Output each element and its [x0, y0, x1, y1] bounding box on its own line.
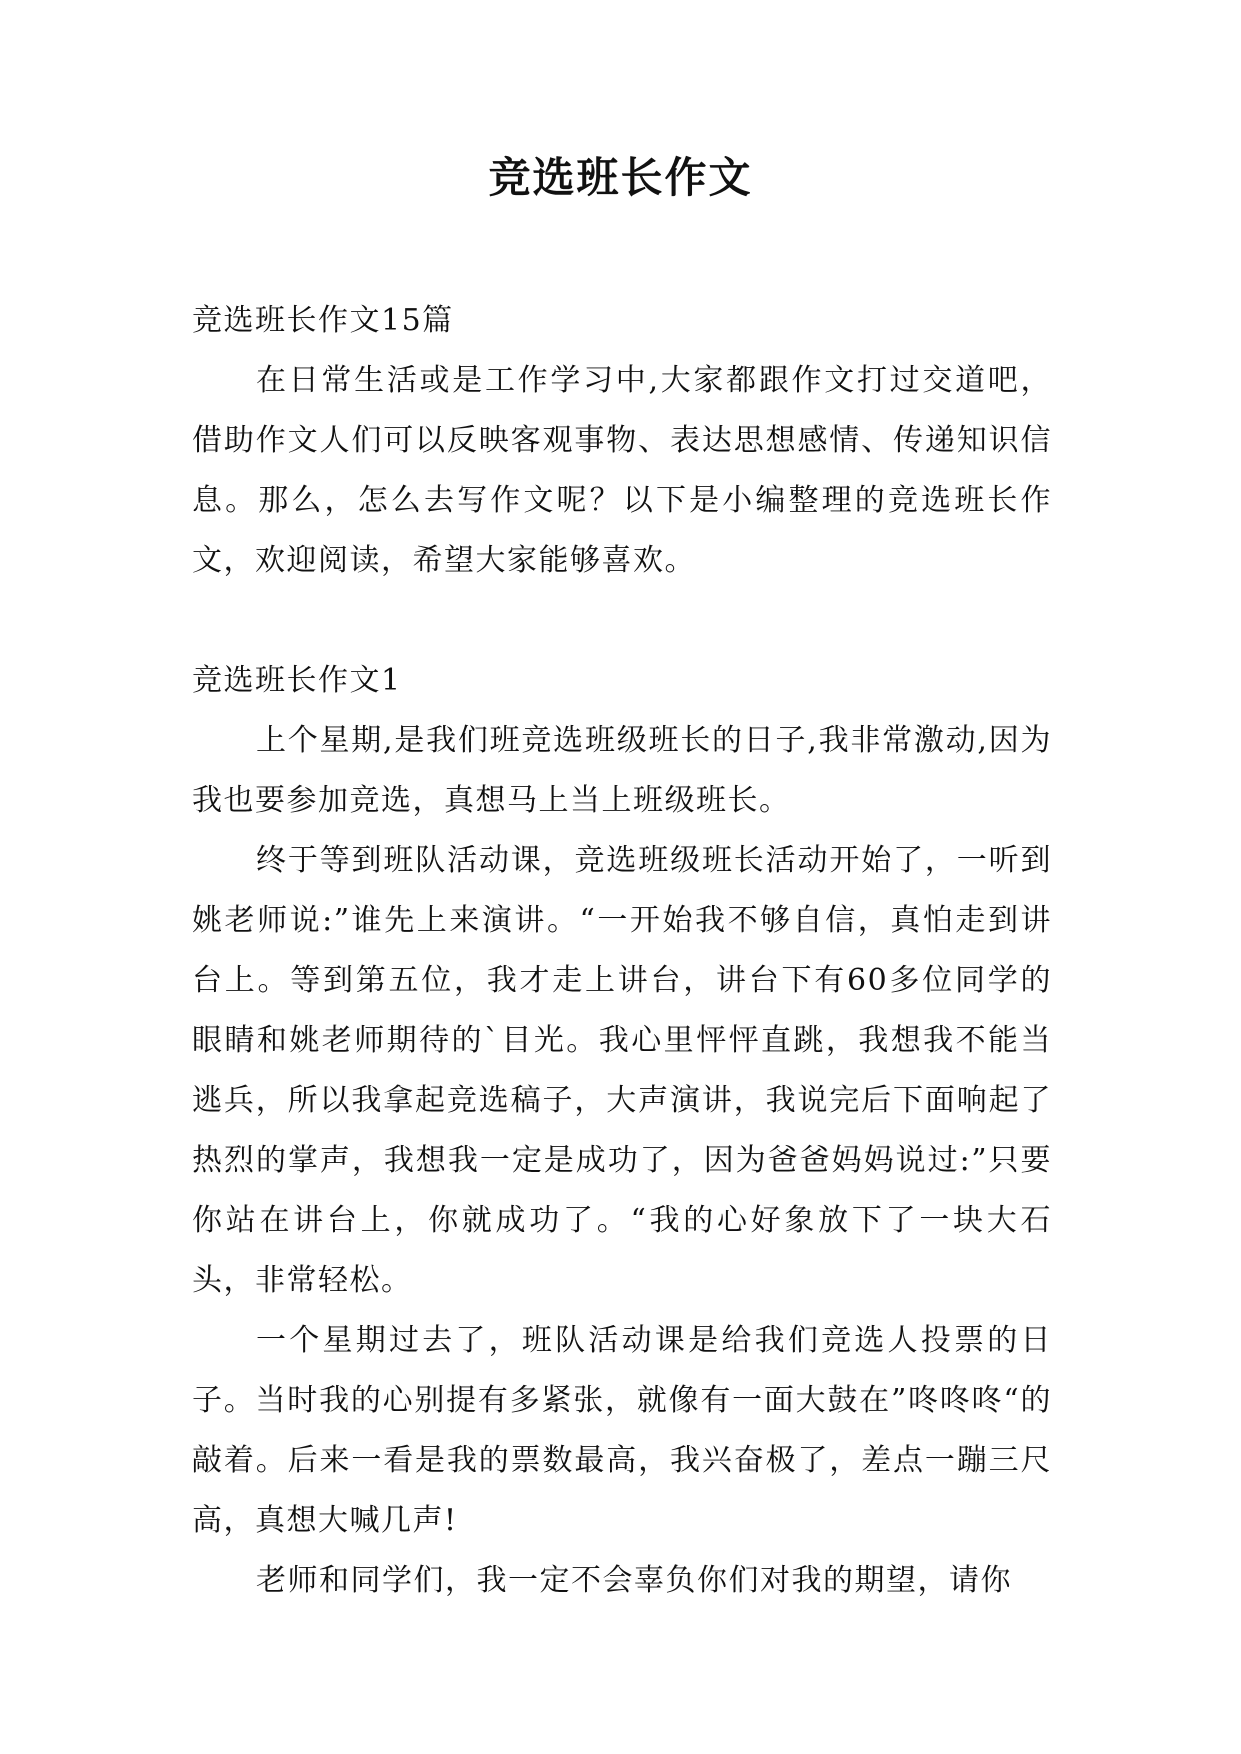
body-paragraph: 老师和同学们，我一定不会辜负你们对我的期望，请你	[256, 1563, 1012, 1598]
document-title: 竞选班长作文	[488, 153, 753, 202]
collection-subtitle: 竞选班长作文15篇	[192, 303, 454, 338]
body-paragraph: 一个星期过去了，班队活动课是给我们竞选人投票的日子。当时我的心别提有多紧张，就像有一面大鼓在”咚咚咚“的敲着。后来一看是我的票数最高，我兴奋极了，差点一蹦三尺高，真想大喊几声!	[192, 1323, 1052, 1538]
body-paragraph: 上个星期,是我们班竞选班级班长的日子,我非常激动,因为我也要参加竞选，真想马上当上班级班长。	[192, 723, 1052, 818]
document-body	[192, 291, 1052, 1611]
section-spacer	[192, 591, 1052, 651]
intro-paragraph: 在日常生活或是工作学习中,大家都跟作文打过交道吧，借助作文人们可以反映客观事物、表达思想感情、传递知识信息。那么，怎么去写作文呢？以下是小编整理的竞选班长作文，欢迎阅读，希望大家能够喜欢。	[192, 363, 1052, 578]
section-heading: 竞选班长作文1	[192, 663, 402, 698]
body-paragraph: 终于等到班队活动课，竞选班级班长活动开始了，一听到姚老师说:”谁先上来演讲。“一开始我不够自信，真怕走到讲台上。等到第五位，我才走上讲台，讲台下有60多位同学的眼睛和姚老师期待的`目光。我心里怦怦直跳，我想我不能当逃兵，所以我拿起竞选稿子，大声演讲，我说完后下面响起了热烈的掌声，我想我一定是成功了，因为爸爸妈妈说过:”只要你站在讲台上，你就成功了。“我的心好象放下了一块大石头，非常轻松。	[192, 843, 1052, 1298]
